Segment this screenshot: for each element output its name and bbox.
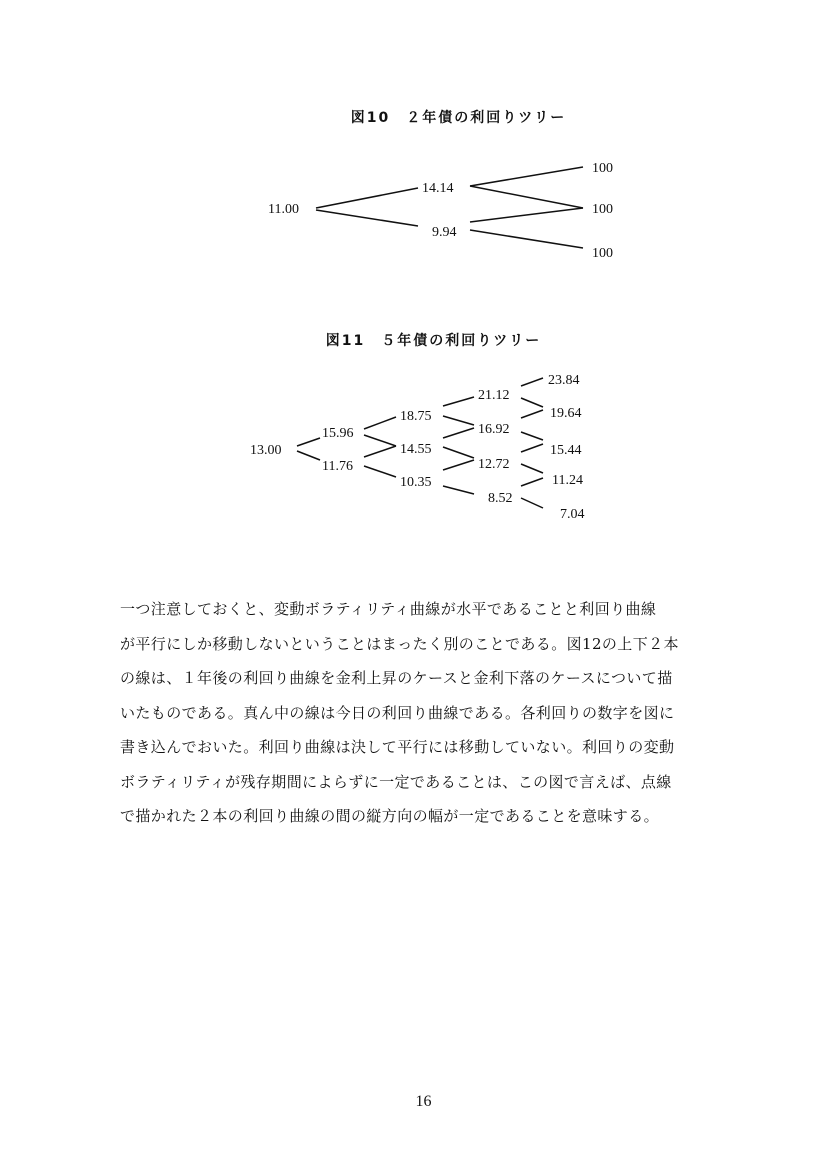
yield-tree-2yr — [0, 150, 827, 270]
tree-branch — [521, 464, 543, 473]
tree-node-value: 14.14 — [422, 181, 454, 196]
tree-branch — [364, 417, 396, 429]
tree-branch — [470, 167, 583, 186]
tree-node-value: 11.00 — [268, 202, 299, 217]
tree-node-value: 100 — [592, 202, 613, 217]
tree-branch — [470, 186, 583, 208]
tree-branch — [470, 230, 583, 248]
tree-branch — [521, 478, 543, 486]
tree-node-value: 11.76 — [322, 459, 353, 474]
tree-node-value: 8.52 — [488, 491, 513, 506]
tree-node-value: 21.12 — [478, 388, 510, 403]
tree-node-value: 7.04 — [560, 507, 585, 522]
tree-node-value: 100 — [592, 246, 613, 261]
tree-branch — [470, 208, 583, 222]
body-paragraph — [120, 592, 740, 834]
yield-tree-5yr — [0, 360, 827, 530]
body-line: の線は、１年後の利回り曲線を金利上昇のケースと金利下落のケースについて描 — [120, 669, 673, 687]
tree-node-value: 13.00 — [250, 443, 282, 458]
tree-branch — [443, 447, 474, 458]
tree-branch — [521, 398, 543, 407]
body-line: が平行にしか移動しないということはまったく別のことである。図12の上下２本 — [120, 634, 679, 653]
figure-10-title: 図10 ２年債の利回りツリー — [350, 110, 567, 126]
tree-node-value: 9.94 — [432, 225, 457, 240]
tree-node-value: 18.75 — [400, 409, 432, 424]
tree-branch — [364, 435, 396, 446]
tree-node-value: 19.64 — [550, 406, 582, 421]
tree-branch — [443, 460, 474, 470]
tree-node-value: 11.24 — [552, 473, 583, 488]
tree-node-value: 12.72 — [478, 457, 510, 472]
tree-node-value: 10.35 — [400, 475, 432, 490]
body-line: いたものである。真ん中の線は今日の利回り曲線である。各利回りの数字を図に — [120, 703, 675, 722]
tree-node-value: 15.96 — [322, 426, 354, 441]
body-line: で描かれた２本の利回り曲線の間の縦方向の幅が一定であることを意味する。 — [120, 807, 660, 825]
tree-branch — [443, 428, 474, 438]
tree-branch — [364, 446, 396, 457]
tree-node-value: 15.44 — [550, 443, 582, 458]
tree-branch — [521, 432, 543, 440]
tree-branch — [297, 451, 320, 460]
tree-branch — [521, 444, 543, 452]
body-line: ボラティリティが残存期間によらずに一定であることは、この図で言えば、点線 — [120, 772, 672, 791]
figure-11-title: 図11 ５年債の利回りツリー — [325, 333, 542, 349]
tree-node-value: 23.84 — [548, 373, 580, 388]
tree-branch — [443, 416, 474, 425]
tree-branch — [364, 466, 396, 477]
tree-branch — [521, 410, 543, 418]
body-line: 一つ注意しておくと、変動ボラティリティ曲線が水平であることと利回り曲線 — [120, 600, 657, 618]
tree-branch — [443, 486, 474, 494]
tree-node-value: 14.55 — [400, 442, 432, 457]
body-line: 書き込んでおいた。利回り曲線は決して平行には移動していない。利回りの変動 — [120, 738, 675, 756]
tree-branch — [521, 498, 543, 508]
page-number: 16 — [415, 1093, 432, 1110]
tree-node-value: 16.92 — [478, 422, 510, 437]
tree-branch — [297, 438, 320, 446]
tree-branch — [316, 210, 418, 226]
tree-branch — [316, 188, 418, 208]
tree-node-value: 100 — [592, 161, 613, 176]
tree-branch — [443, 397, 474, 406]
tree-branch — [521, 378, 543, 386]
